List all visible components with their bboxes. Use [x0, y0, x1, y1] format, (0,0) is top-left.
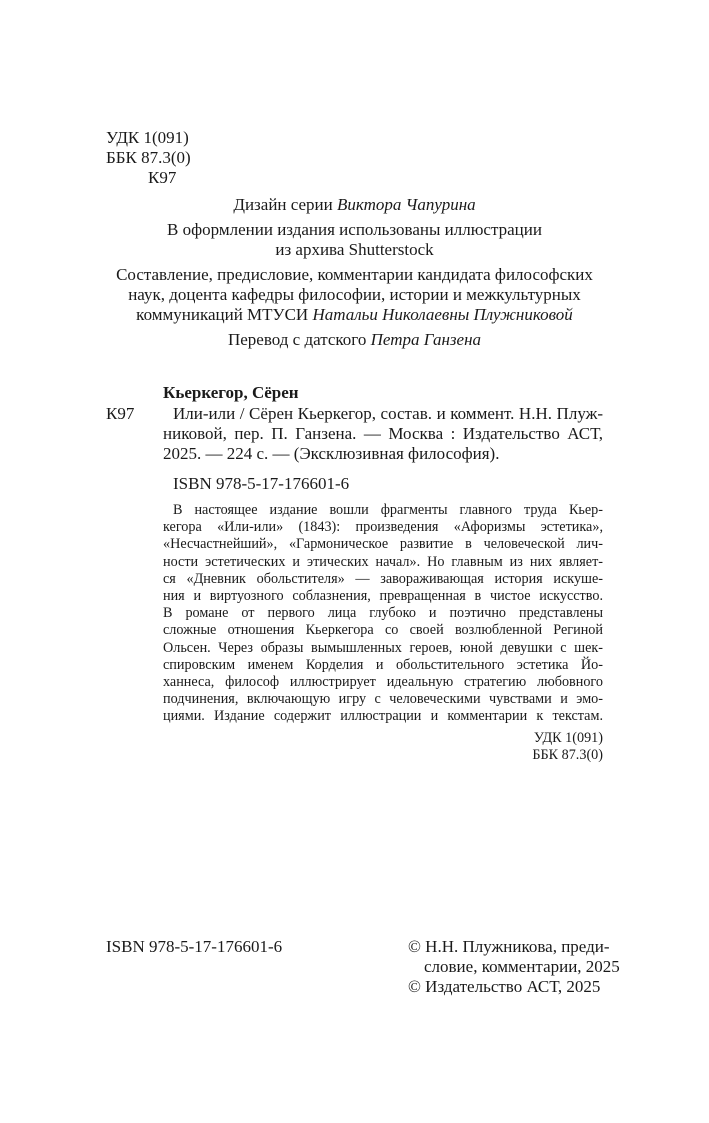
translator-name: Петра Ганзена: [370, 330, 482, 349]
annotation-line: ханнеса, философ иллюстрирует идеальную стратегию любовного: [163, 674, 603, 691]
catalog-isbn: ISBN 978-5-17-176601-6: [173, 474, 350, 493]
compiler-credit-line3: коммуникаций МТУСИ Натальи Николаевны Плужниковой: [136, 305, 573, 324]
author-mark: К97: [148, 168, 177, 187]
catalog-record-cont: [163, 424, 603, 464]
annotation-udk: УДК 1(091): [533, 730, 603, 746]
copyright-block: [408, 937, 618, 997]
illustrations-credit-line2: из архива Shutterstock: [275, 240, 434, 259]
copyright-publisher: © Издательство АСТ, 2025: [408, 977, 601, 996]
catalog-mark: К97: [106, 404, 135, 423]
annotation-line: кегора «Или-или» (1843): произведения «Афоризмы эстетика»,: [163, 519, 603, 536]
illustrations-credit-line1: В оформлении издания использованы иллюстрации: [167, 220, 542, 239]
annotation-bbk: ББК 87.3(0): [532, 747, 603, 764]
annotation-line: ся «Дневник обольстителя» — завораживающая история искуше-: [163, 570, 603, 587]
annotation-line: циями. Издание содержит иллюстрации и комментарии к текстам.: [163, 708, 603, 725]
catalog-record: [173, 404, 603, 424]
annotation-text: [163, 502, 603, 726]
annotation-line: В настоящее издание вошли фрагменты главного труда Кьер-: [173, 502, 603, 518]
compiler-credit-line1: Составление, предисловие, комментарии кандидата философских: [116, 265, 593, 284]
record-line: Или-или / Сёрен Кьеркегор, состав. и коммент. Н.Н. Плуж-: [173, 404, 603, 423]
series-design-credit: Дизайн серии Виктора Чапурина: [233, 195, 476, 214]
annotation-line: «Несчастнейший», «Гармоническое развитие в человеческой лич-: [163, 536, 603, 553]
translation-credit: Перевод с датского Петра Ганзена: [227, 330, 482, 349]
compiler-name: Натальи Николаевны Плужниковой: [312, 305, 573, 324]
bbk-code: ББК 87.3(0): [106, 148, 191, 167]
annotation-line: спировским именем Корделия и обольстительного эстетика Йо-: [163, 656, 603, 673]
author-heading: Кьеркегор, Сёрен: [163, 383, 299, 402]
copyright-compiler-line1: © Н.Н. Плужникова, преди-: [408, 937, 610, 956]
annotation-line: подчинения, включающую игру с человеческими чувствами и эмо-: [163, 691, 603, 708]
compiler-credit-line2: наук, доцента кафедры философии, истории и межкультурных: [128, 285, 581, 304]
copyright-compiler-line2: словие, комментарии, 2025: [424, 957, 620, 976]
credits-block: [106, 195, 603, 350]
annotation-line: сложные отношения Кьеркегора со своей возлюбленной Региной: [163, 622, 603, 639]
annotation-line: ния и виртуозного соблазнения, превращенная в чистое искусство.: [163, 588, 603, 605]
annotation-line: В романе от первого лица глубоко и поэтично представлены: [163, 605, 603, 622]
record-line: 2025. — 224 с. — (Эксклюзивная философия).: [163, 444, 500, 463]
record-line: никовой, пер. П. Ганзена. — Москва : Издательство АСТ,: [163, 424, 603, 443]
annotation-line: Ольсен. Через образы вымышленных героев, юной девушки с шек-: [163, 639, 603, 656]
annotation-codes: [420, 730, 603, 764]
udk-code: УДК 1(091): [106, 128, 189, 147]
annotation-line: ности эстетических и этических начал». Но главным из них являет-: [163, 553, 603, 570]
designer-name: Виктора Чапурина: [337, 195, 476, 214]
footer-isbn: ISBN 978-5-17-176601-6: [106, 937, 283, 956]
